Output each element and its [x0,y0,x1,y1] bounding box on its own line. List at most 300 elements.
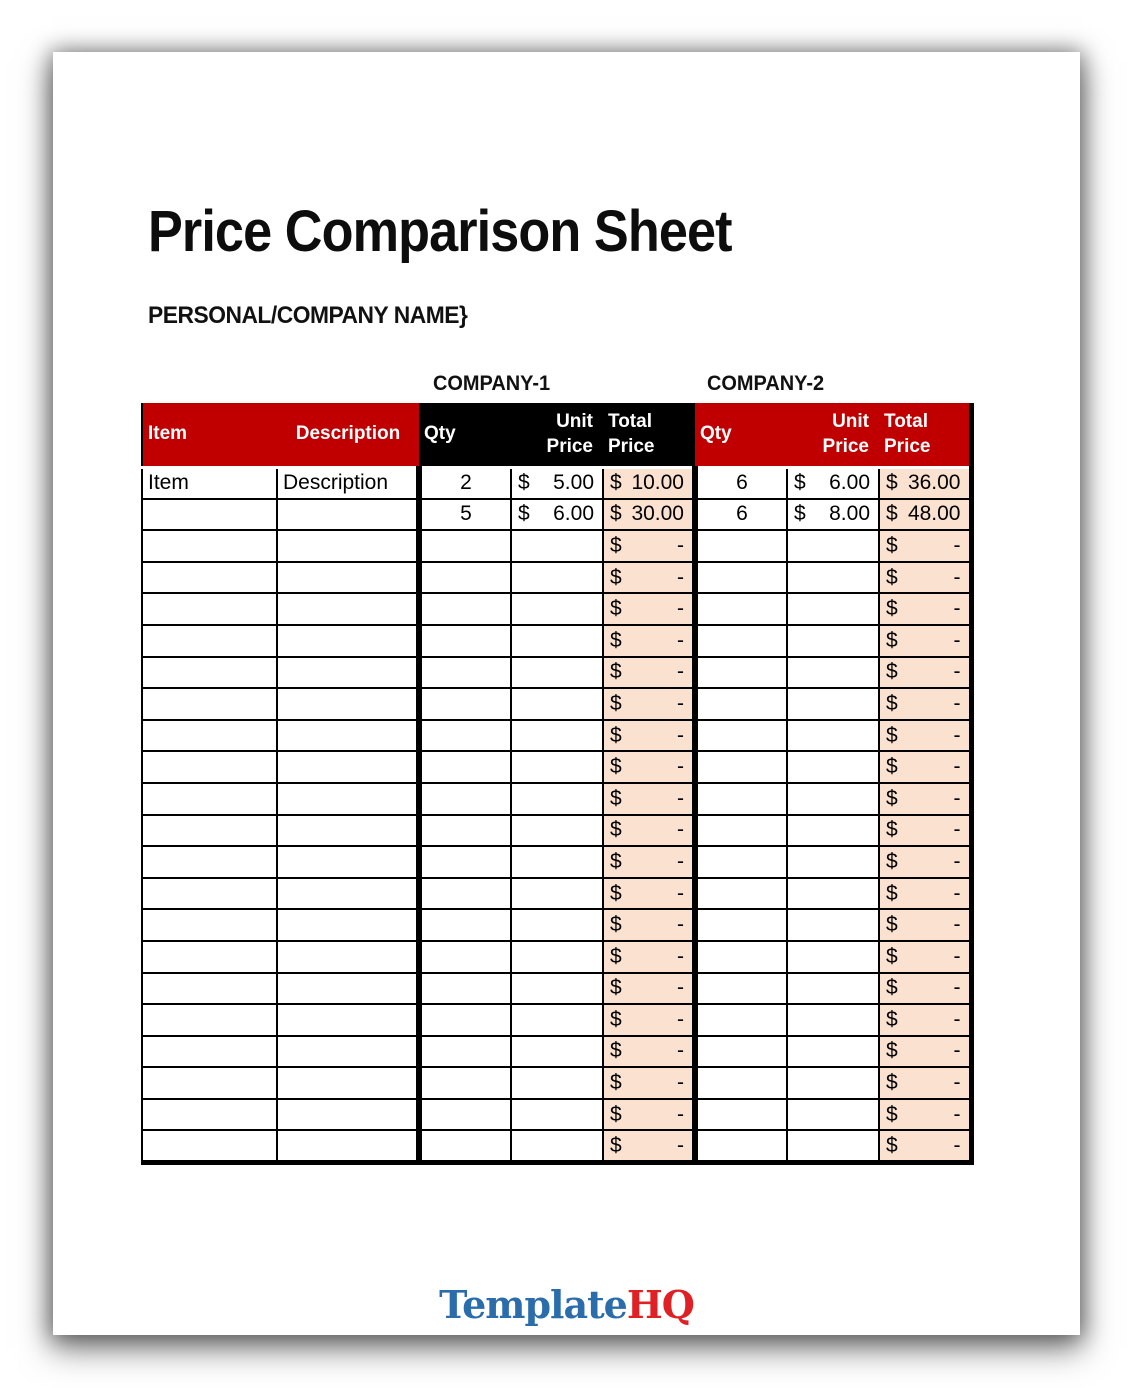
currency-symbol: $ [794,471,806,495]
currency-symbol: $ [518,502,530,526]
cell-c1-total-price [603,909,695,941]
cell-description [277,657,419,689]
money-value [604,629,692,653]
cell-c2-unit-price [787,530,879,562]
document-page [53,52,1080,1335]
cell-c2-unit-price [787,593,879,625]
table-row [142,941,971,973]
cell-c1-total-price [603,562,695,594]
amount: - [677,565,684,589]
logo-text-hq: HQ [626,1282,694,1327]
table-row [142,593,971,625]
amount: - [953,1133,961,1157]
cell-item [142,499,277,531]
cell-c2-total-price [879,751,971,783]
cell-description [277,1130,419,1162]
currency-symbol: $ [610,565,622,589]
cell-item [142,530,277,562]
currency-symbol: $ [886,533,898,557]
money-value [604,882,692,906]
table-row [142,1004,971,1036]
table-row [142,530,971,562]
money-value [604,724,692,748]
cell-c2-total-price [879,1099,971,1131]
cell-c1-total-price [603,941,695,973]
page-title: Price Comparison Sheet [148,199,732,264]
cell-description [277,562,419,594]
cell-c2-unit-price [787,783,879,815]
cell-c2-qty: 6 [695,467,787,499]
cell-c2-unit-price [787,1067,879,1099]
currency-symbol: $ [886,818,898,842]
currency-symbol: $ [610,755,622,779]
money-value [604,1008,692,1032]
table-row [142,499,971,531]
amount: - [677,628,684,652]
price-comparison-table-wrap [141,403,974,1165]
money-value [604,534,692,558]
cell-c2-qty [695,530,787,562]
currency-symbol: $ [610,849,622,873]
currency-symbol: $ [610,1133,622,1157]
currency-symbol: $ [610,691,622,715]
cell-c1-unit-price [511,1099,603,1131]
cell-c2-qty [695,815,787,847]
money-value [604,913,692,937]
cell-c2-qty [695,941,787,973]
amount: - [953,1102,961,1126]
cell-c1-total-price [603,1036,695,1068]
amount: 10.00 [631,471,684,495]
money-value [880,787,969,811]
table-row [142,815,971,847]
table-row [142,973,971,1005]
cell-description [277,783,419,815]
cell-description [277,499,419,531]
currency-symbol: $ [610,1007,622,1031]
cell-c1-total-price [603,1130,695,1162]
amount: 6.00 [553,502,594,526]
currency-symbol: $ [610,976,622,1000]
cell-c2-unit-price [787,909,879,941]
cell-item [142,878,277,910]
table-row [142,720,971,752]
cell-c1-total-price [603,688,695,720]
money-value [604,660,692,684]
cell-c2-total-price [879,846,971,878]
cell-c1-qty [419,878,511,910]
cell-item [142,720,277,752]
cell-c2-unit-price [787,562,879,594]
cell-c1-qty [419,625,511,657]
amount: - [953,944,961,968]
cell-c1-unit-price [511,657,603,689]
cell-c2-unit-price [787,751,879,783]
cell-item [142,625,277,657]
money-value [604,818,692,842]
table-row [142,878,971,910]
cell-c2-unit-price [787,1004,879,1036]
money-value [604,976,692,1000]
amount: - [677,1102,684,1126]
table-row [142,783,971,815]
money-value [604,692,692,716]
cell-c2-total-price [879,562,971,594]
amount: - [677,533,684,557]
table-row [142,625,971,657]
cell-c2-total-price [879,909,971,941]
amount: 48.00 [907,502,961,526]
cell-c1-total-price [603,783,695,815]
amount: - [677,913,684,937]
currency-symbol: $ [610,723,622,747]
cell-c1-total-price [603,815,695,847]
table-body [142,467,971,1162]
money-value [880,945,969,969]
cell-description [277,1067,419,1099]
header-c1-unit-price: Unit Price [511,403,603,467]
cell-c2-qty [695,720,787,752]
cell-c1-qty [419,783,511,815]
currency-symbol: $ [886,660,898,684]
currency-symbol: $ [886,755,898,779]
money-value [880,882,969,906]
cell-c1-unit-price [511,625,603,657]
money-value [604,1071,692,1095]
money-value [880,1008,969,1032]
table-row [142,1099,971,1131]
cell-c1-unit-price [511,1004,603,1036]
cell-description [277,688,419,720]
currency-symbol: $ [518,471,530,495]
amount: - [677,849,684,873]
amount: - [677,818,684,842]
header-c1-total-price: Total Price [603,403,695,467]
cell-c2-total-price [879,625,971,657]
currency-symbol: $ [610,786,622,810]
cell-c1-unit-price [511,878,603,910]
cell-c2-total-price [879,878,971,910]
money-value [604,787,692,811]
currency-symbol: $ [886,628,898,652]
cell-c1-unit-price [511,1036,603,1068]
cell-c1-qty [419,846,511,878]
cell-c1-qty [419,593,511,625]
currency-symbol: $ [610,913,622,937]
amount: 30.00 [631,502,684,526]
currency-symbol: $ [610,597,622,621]
currency-symbol: $ [610,533,622,557]
cell-c1-unit-price [511,1130,603,1162]
cell-c2-qty [695,1067,787,1099]
cell-item [142,909,277,941]
cell-c1-unit-price [511,688,603,720]
cell-description [277,941,419,973]
cell-c1-total-price [603,878,695,910]
currency-symbol: $ [610,660,622,684]
amount: - [953,628,961,652]
cell-item [142,593,277,625]
header-c2-total-price: Total Price [879,403,971,467]
money-value [604,597,692,621]
currency-symbol: $ [886,976,898,1000]
cell-description [277,1099,419,1131]
cell-c1-qty [419,1036,511,1068]
cell-item [142,1067,277,1099]
cell-c2-qty [695,878,787,910]
currency-symbol: $ [610,1039,622,1063]
cell-c2-unit-price [787,1130,879,1162]
money-value [880,534,969,558]
cell-c1-unit-price [511,783,603,815]
cell-c2-unit-price [787,657,879,689]
cell-c2-unit-price [787,941,879,973]
cell-c2-unit-price [787,815,879,847]
cell-item [142,815,277,847]
money-value [604,1134,692,1158]
amount: - [677,1039,684,1063]
money-value [880,1134,969,1158]
table-row [142,562,971,594]
cell-c1-total-price [603,1067,695,1099]
cell-description [277,815,419,847]
cell-c1-unit-price [511,467,603,499]
cell-c2-qty [695,783,787,815]
cell-item [142,1036,277,1068]
money-value [880,1039,969,1063]
company-1-label: COMPANY-1 [433,372,551,395]
cell-c1-unit-price [511,941,603,973]
cell-c2-unit-price [787,973,879,1005]
cell-description [277,751,419,783]
cell-c1-qty [419,1099,511,1131]
cell-c2-unit-price [787,878,879,910]
money-value [788,502,878,526]
logo-text-template: Template [439,1282,627,1327]
money-value [880,850,969,874]
cell-c2-total-price [879,815,971,847]
currency-symbol: $ [610,1071,622,1095]
table-row [142,1067,971,1099]
amount: - [953,533,961,557]
amount: - [677,881,684,905]
cell-c1-unit-price [511,530,603,562]
cell-c1-qty [419,657,511,689]
money-value [880,818,969,842]
table-row [142,751,971,783]
currency-symbol: $ [886,597,898,621]
amount: - [953,691,961,715]
amount: - [953,818,961,842]
header-row [142,403,971,467]
money-value [880,755,969,779]
amount: - [677,660,684,684]
table-row [142,909,971,941]
money-value [604,471,692,495]
cell-description [277,973,419,1005]
cell-item [142,657,277,689]
cell-c1-qty: 5 [419,499,511,531]
cell-c1-total-price [603,846,695,878]
cell-c2-qty [695,657,787,689]
money-value [604,502,692,526]
cell-c2-total-price [879,720,971,752]
cell-c1-unit-price [511,720,603,752]
currency-symbol: $ [886,691,898,715]
cell-c1-unit-price [511,499,603,531]
cell-c1-total-price [603,593,695,625]
money-value [880,724,969,748]
cell-c1-unit-price [511,973,603,1005]
cell-c1-total-price [603,720,695,752]
cell-c2-qty [695,593,787,625]
cell-c2-total-price [879,657,971,689]
currency-symbol: $ [610,471,622,495]
amount: - [677,723,684,747]
cell-item [142,941,277,973]
amount: - [953,976,961,1000]
money-value [880,471,969,495]
money-value [788,471,878,495]
money-value [604,566,692,590]
currency-symbol: $ [886,723,898,747]
money-value [880,597,969,621]
cell-c2-unit-price [787,1099,879,1131]
cell-c2-total-price [879,1067,971,1099]
page-subtitle: PERSONAL/COMPANY NAME} [148,302,468,329]
money-value [604,1039,692,1063]
cell-item [142,973,277,1005]
money-value [604,755,692,779]
cell-c1-unit-price [511,562,603,594]
amount: 8.00 [829,502,870,526]
currency-symbol: $ [610,502,622,526]
amount: 6.00 [829,471,870,495]
cell-c1-qty [419,909,511,941]
amount: - [953,755,961,779]
header-description: Description [277,403,419,467]
table-row [142,688,971,720]
header-c1-qty: Qty [419,403,511,467]
amount: - [953,597,961,621]
amount: - [953,1039,961,1063]
amount: - [953,660,961,684]
amount: - [953,786,961,810]
currency-symbol: $ [886,786,898,810]
cell-c2-qty [695,562,787,594]
currency-symbol: $ [886,1102,898,1126]
cell-c2-unit-price [787,625,879,657]
cell-c2-total-price [879,467,971,499]
cell-c2-total-price [879,499,971,531]
cell-c1-total-price [603,625,695,657]
header-c2-qty: Qty [695,403,787,467]
cell-c2-unit-price [787,467,879,499]
amount: - [677,786,684,810]
cell-description [277,1004,419,1036]
cell-item [142,562,277,594]
cell-item [142,783,277,815]
cell-c1-total-price [603,499,695,531]
table-row [142,1036,971,1068]
cell-description: Description [277,467,419,499]
money-value [512,502,602,526]
currency-symbol: $ [886,881,898,905]
cell-c2-unit-price [787,846,879,878]
cell-item [142,1099,277,1131]
cell-c2-unit-price [787,499,879,531]
cell-item [142,751,277,783]
cell-c1-qty [419,1130,511,1162]
cell-c2-total-price [879,530,971,562]
currency-symbol: $ [886,471,898,495]
amount: - [953,849,961,873]
cell-c1-unit-price [511,846,603,878]
currency-symbol: $ [794,502,806,526]
amount: - [953,913,961,937]
cell-c2-total-price [879,1004,971,1036]
cell-c2-unit-price [787,688,879,720]
cell-c2-total-price [879,783,971,815]
cell-description [277,878,419,910]
cell-c2-qty [695,1036,787,1068]
currency-symbol: $ [610,628,622,652]
cell-c2-qty [695,751,787,783]
cell-c1-unit-price [511,815,603,847]
cell-c1-total-price [603,530,695,562]
currency-symbol: $ [886,849,898,873]
money-value [880,976,969,1000]
amount: - [677,755,684,779]
cell-c2-total-price [879,941,971,973]
company-2-label: COMPANY-2 [707,372,825,395]
amount: 36.00 [907,471,961,495]
cell-c1-qty [419,751,511,783]
cell-item [142,1004,277,1036]
currency-symbol: $ [610,818,622,842]
cell-c2-total-price [879,688,971,720]
money-value [880,1103,969,1127]
currency-symbol: $ [886,944,898,968]
cell-c1-qty [419,562,511,594]
amount: - [677,597,684,621]
amount: - [953,1071,961,1095]
cell-c1-qty [419,1004,511,1036]
cell-c1-qty: 2 [419,467,511,499]
amount: - [953,1007,961,1031]
cell-description [277,846,419,878]
amount: - [677,691,684,715]
cell-c1-qty [419,815,511,847]
amount: - [677,1007,684,1031]
currency-symbol: $ [610,881,622,905]
cell-c2-qty: 6 [695,499,787,531]
amount: - [677,976,684,1000]
cell-c1-unit-price [511,593,603,625]
price-comparison-table [141,403,974,1165]
table-header [142,403,971,467]
cell-c2-unit-price [787,720,879,752]
table-row [142,1130,971,1162]
money-value [512,471,602,495]
cell-c1-unit-price [511,751,603,783]
cell-description [277,625,419,657]
money-value [604,1103,692,1127]
cell-c1-total-price [603,751,695,783]
money-value [880,692,969,716]
currency-symbol: $ [886,1007,898,1031]
cell-description [277,1036,419,1068]
